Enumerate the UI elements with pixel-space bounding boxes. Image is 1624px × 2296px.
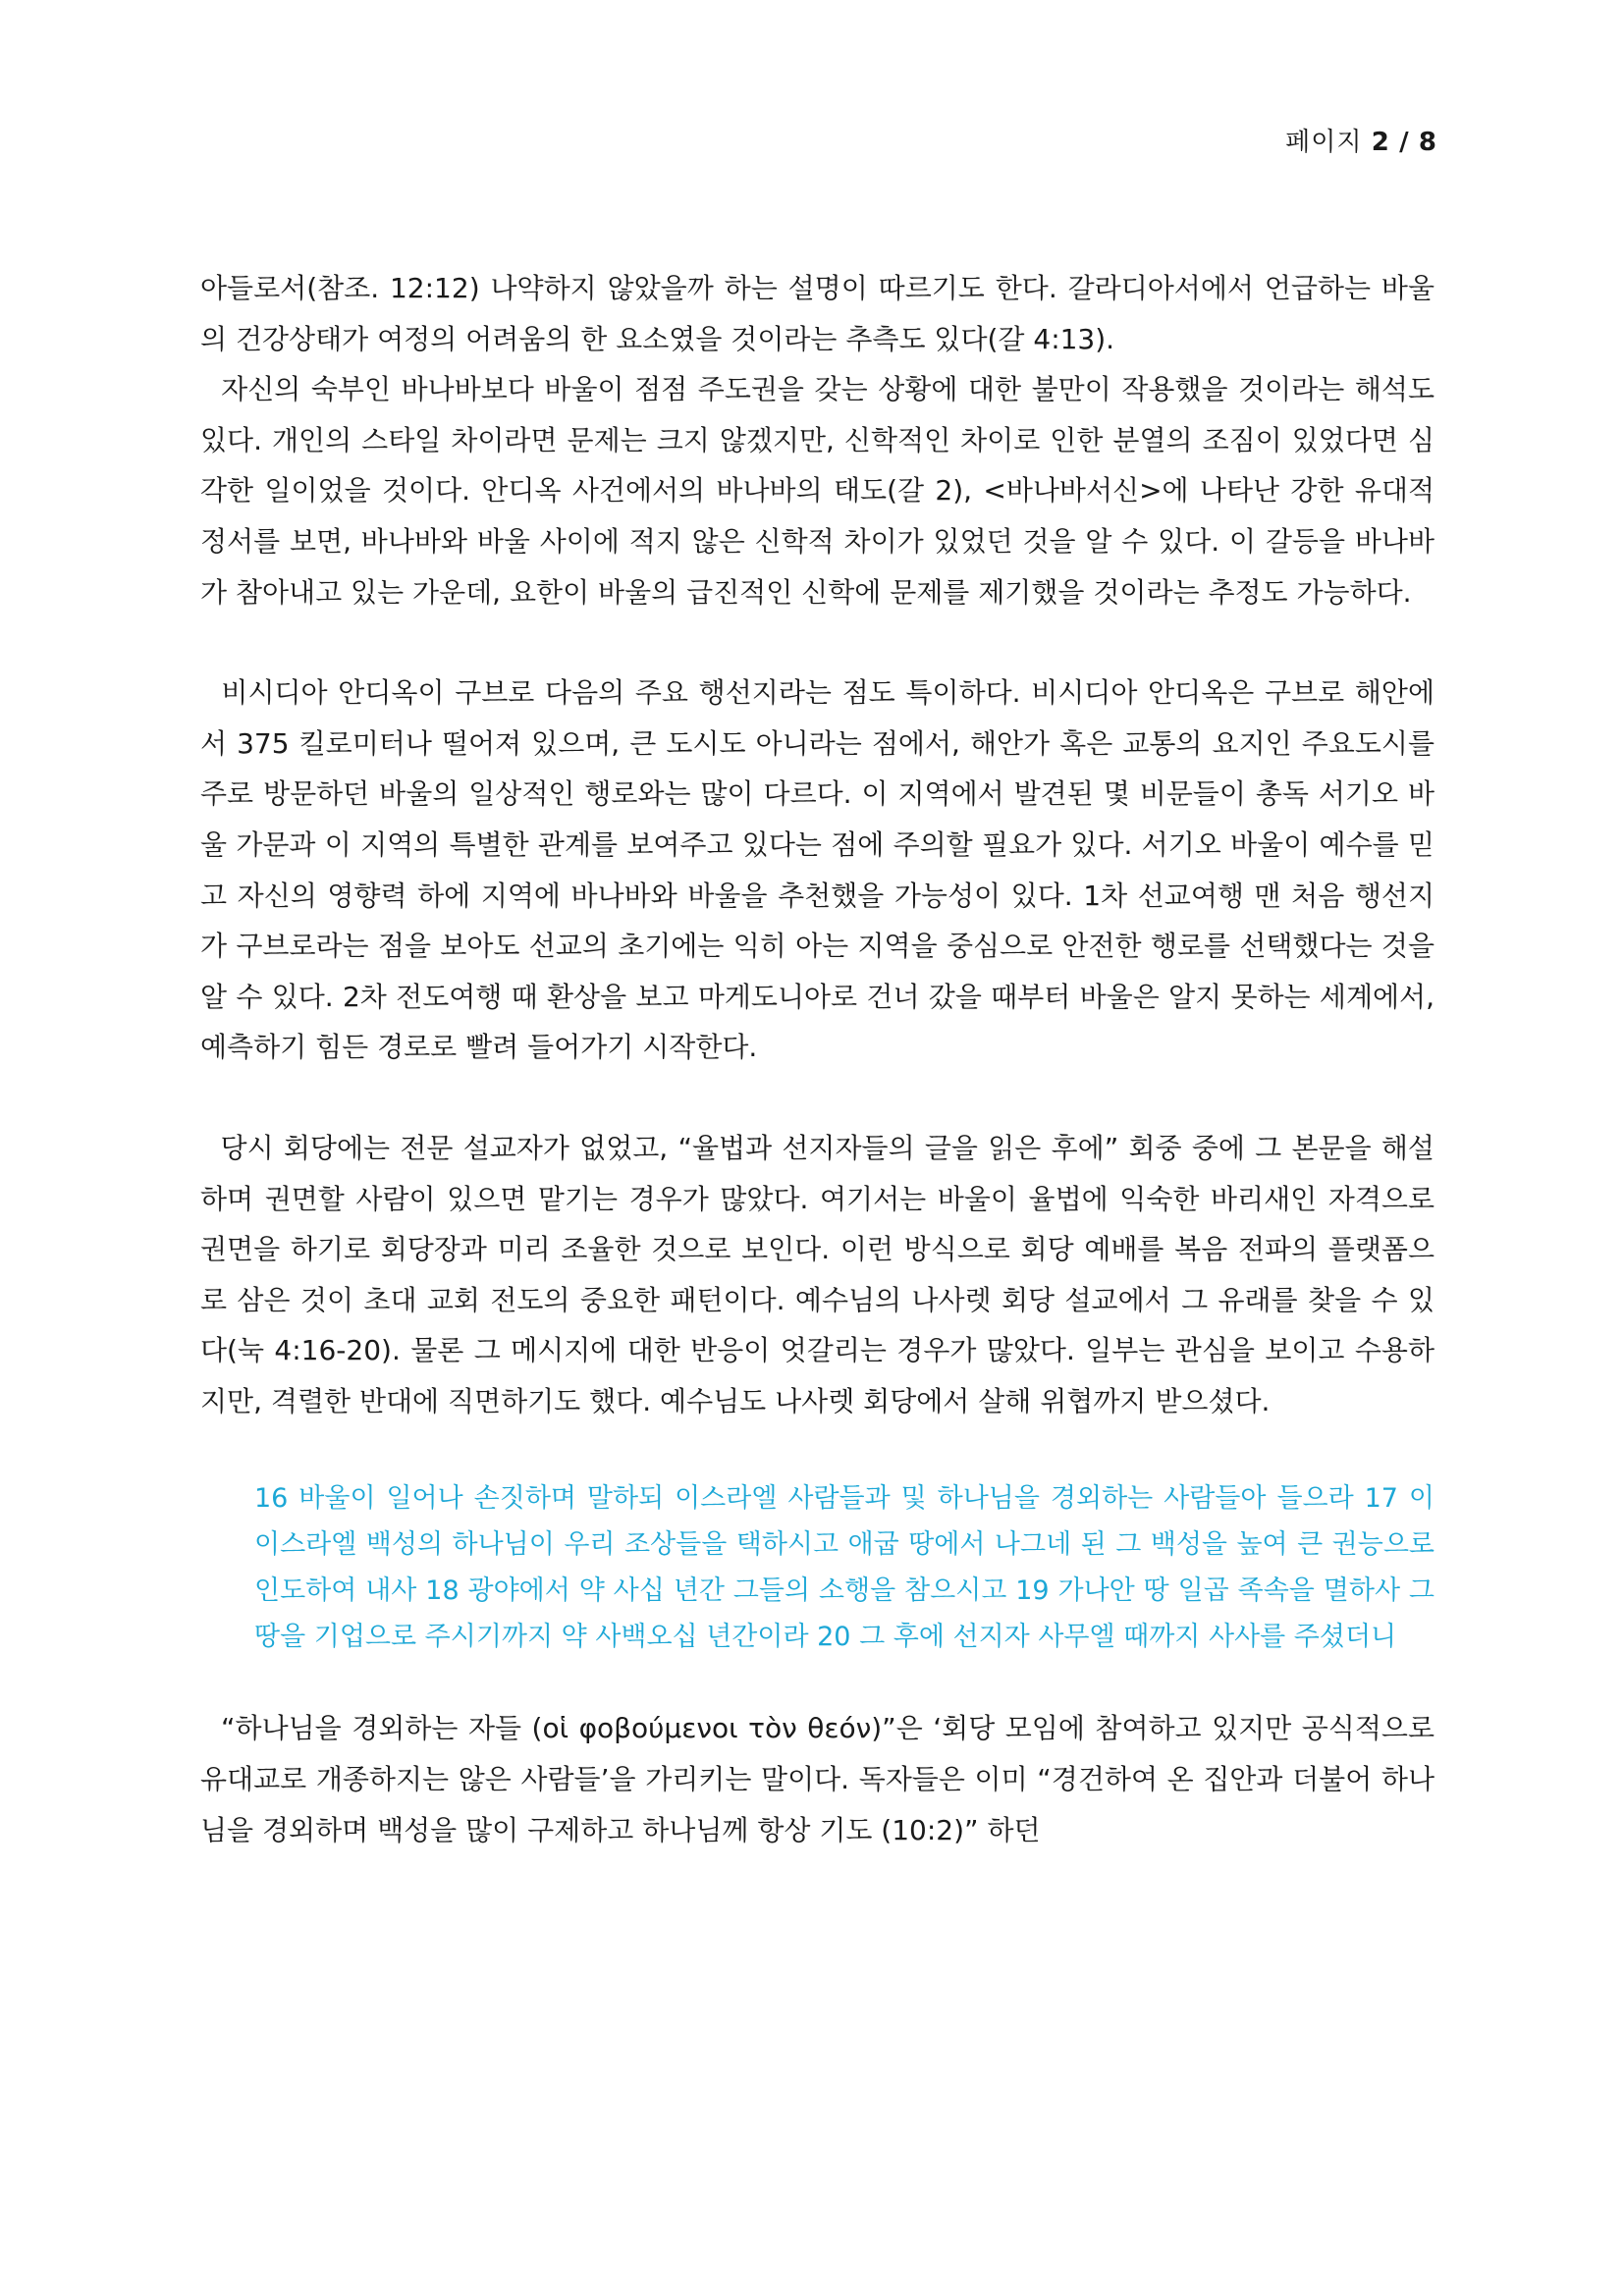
total-page-number: 8 — [1418, 128, 1437, 157]
paragraph-continuation: 아들로서(참조. 12:12) 나약하지 않았을까 하는 설명이 따르기도 한다. 갈라디아서에서 언급하는 바울의 건강상태가 여정의 어려움의 한 요소였을 것이라는 추측도 있다(갈 4:13). — [200, 272, 1435, 355]
current-page-number: 2 — [1371, 128, 1390, 157]
paragraph-pisidian-antioch: 비시디아 안디옥이 구브로 다음의 주요 행선지라는 점도 특이하다. 비시디아 안디옥은 구브로 해안에서 375 킬로미터나 떨어져 있으며, 큰 도시도 아니라는 점에서, 해안가 혹은 교통의 요지인 주요도시를 주로 방문하던 바울의 일상적인 행로와는 많이 다르다. 이 지역에서 발견된 몇 비문들이 총독 서기오 바울 가문과 이 지역의 특별한 관계를 보여주고 있다는 점에 주의할 필요가 있다. 서기오 바울이 예수를 믿고 자신의 영향력 하에 지역에 바나바와 바울을 추천했을 가능성이 있다. 1차 선교여행 맨 처음 행선지가 구브로라는 점을 보아도 선교의 초기에는 익히 아는 지역을 중심으로 안전한 행로를 선택했다는 것을 알 수 있다. 2차 전도여행 때 환상을 보고 마게도니아로 건너 갔을 때부터 바울은 알지 못하는 세계에서, 예측하기 힘든 경로로 빨려 들어가기 시작한다. — [200, 676, 1443, 1064]
paragraph-god-fearers: “하나님을 경외하는 자들 (οἱ φοβούμενοι τὸν θεόν)”은 ‘회당 모임에 참여하고 있지만 공식적으로 유대교로 개종하지는 않은 사람들’을 가리키는 말이다. 독자들은 이미 “경건하여 온 집안과 더불어 하나님을 경외하며 백성을 많이 구제하고 하나님께 항상 기도 (10:2)” 하던 — [200, 1712, 1443, 1846]
scripture-quote: 16 바울이 일어나 손짓하며 말하되 이스라엘 사람들과 및 하나님을 경외하는 사람들아 들으라 17 이 이스라엘 백성의 하나님이 우리 조상들을 택하시고 애굽 땅에서 나그네 된 그 백성을 높여 큰 권능으로 인도하여 내사 18 광야에서 약 사십 년간 그들의 소행을 참으시고 19 가나안 땅 일곱 족속을 멸하사 그 땅을 기업으로 주시기까지 약 사백오십 년간이라 20 그 후에 선지자 사무엘 때까지 사사를 주셨더니 — [254, 1483, 1435, 1653]
paragraph-barnabas-conflict: 자신의 숙부인 바나바보다 바울이 점점 주도권을 갖는 상황에 대한 불만이 작용했을 것이라는 해석도 있다. 개인의 스타일 차이라면 문제는 크지 않겠지만, 신학적인 차이로 인한 분열의 조짐이 있었다면 심각한 일이었을 것이다. 안디옥 사건에서의 바나바의 태도(갈 2), <바나바서신>에 나타난 강한 유대적 정서를 보면, 바나바와 바울 사이에 적지 않은 신학적 차이가 있었던 것을 알 수 있다. 이 갈등을 바나바가 참아내고 있는 가운데, 요한이 바울의 급진적인 신학에 문제를 제기했을 것이라는 추정도 가능하다. — [200, 373, 1443, 609]
page-separator: / — [1399, 128, 1410, 157]
page-label: 페이지 — [1285, 128, 1363, 157]
page-number-header — [1285, 122, 1437, 158]
document-body — [200, 263, 1443, 1855]
paragraph-synagogue: 당시 회당에는 전문 설교자가 없었고, “율법과 선지자들의 글을 읽은 후에” 회중 중에 그 본문을 해설하며 권면할 사람이 있으면 맡기는 경우가 많았다. 여기서는 바울이 율법에 익숙한 바리새인 자격으로 권면을 하기로 회당장과 미리 조율한 것으로 보인다. 이런 방식으로 회당 예배를 복음 전파의 플랫폼으로 삼은 것이 초대 교회 전도의 중요한 패턴이다. 예수님의 나사렛 회당 설교에서 그 유래를 찾을 수 있다(눅 4:16-20). 물론 그 메시지에 대한 반응이 엇갈리는 경우가 많았다. 일부는 관심을 보이고 수용하지만, 격렬한 반대에 직면하기도 했다. 예수님도 나사렛 회당에서 살해 위협까지 받으셨다. — [200, 1131, 1443, 1417]
